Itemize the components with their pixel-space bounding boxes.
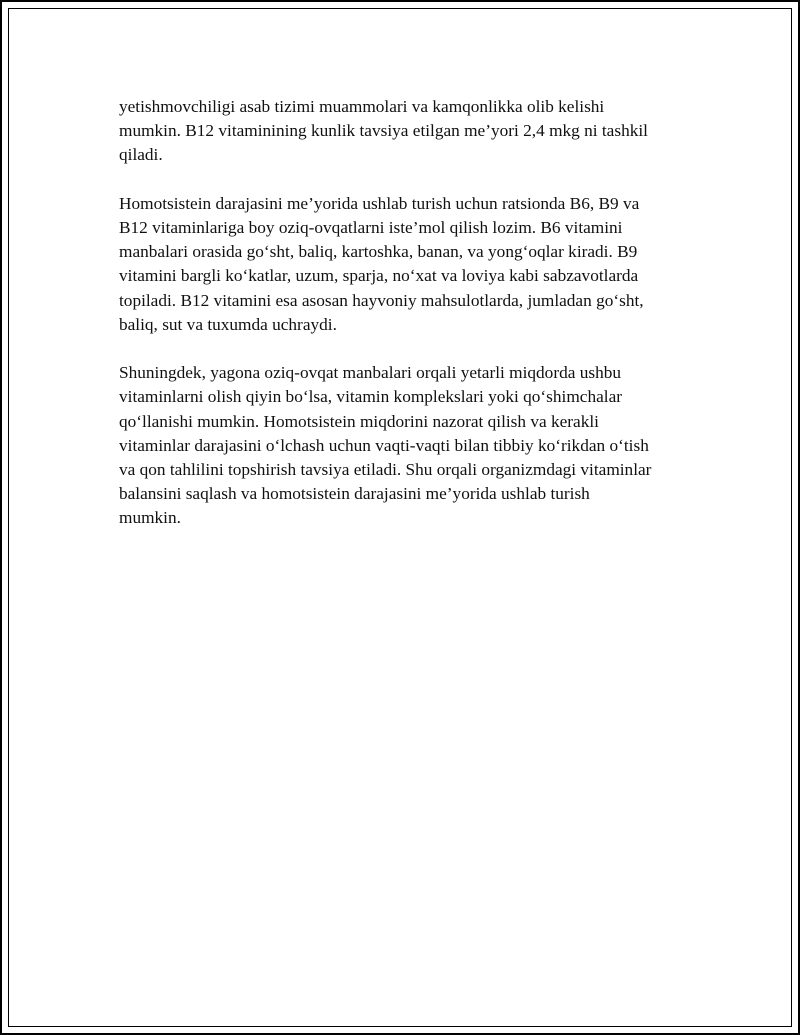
paragraph-1: yetishmovchiligi asab tizimi muammolari va kamqonlikka olib kelishi mumkin. B12 vitaminining kunlik tavsiya etilgan me’yori 2,4 mkg ni tashkil qiladi. — [119, 97, 648, 165]
paragraph-3: Shuningdek, yagona oziq-ovqat manbalari orqali yetarli miqdorda ushbu vitaminlarni olish qiyin bo‘lsa, vitamin komplekslari yoki qo‘shimchalar qo‘llanishi mumkin. Homotsistein miqdorini nazorat qilish va kerakli vitaminlar darajasini o‘lchash uchun vaqti-vaqti bilan tibbiy ko‘rikdan o‘tish va qon tahlilini topshirish tavsiya etiladi. Shu orqali organizmdagi vitaminlar balansini saqlash va homotsistein darajasini me’yorida ushlab turish mumkin. — [119, 363, 652, 528]
paragraph-2: Homotsistein darajasini me’yorida ushlab turish uchun ratsionda B6, B9 va B12 vitaminlariga boy oziq-ovqatlarni iste’mol qilish lozim. B6 vitamini manbalari orasida go‘sht, baliq, kartoshka, banan, va yong‘oqlar kiradi. B9 vitamini bargli ko‘katlar, uzum, sparja, no‘xat va loviya kabi sabzavotlarda topiladi. B12 vitamini esa asosan hayvoniy mahsulotlarda, jumladan go‘sht, baliq, sut va tuxumda uchraydi. — [119, 193, 644, 334]
document-body — [119, 95, 699, 555]
